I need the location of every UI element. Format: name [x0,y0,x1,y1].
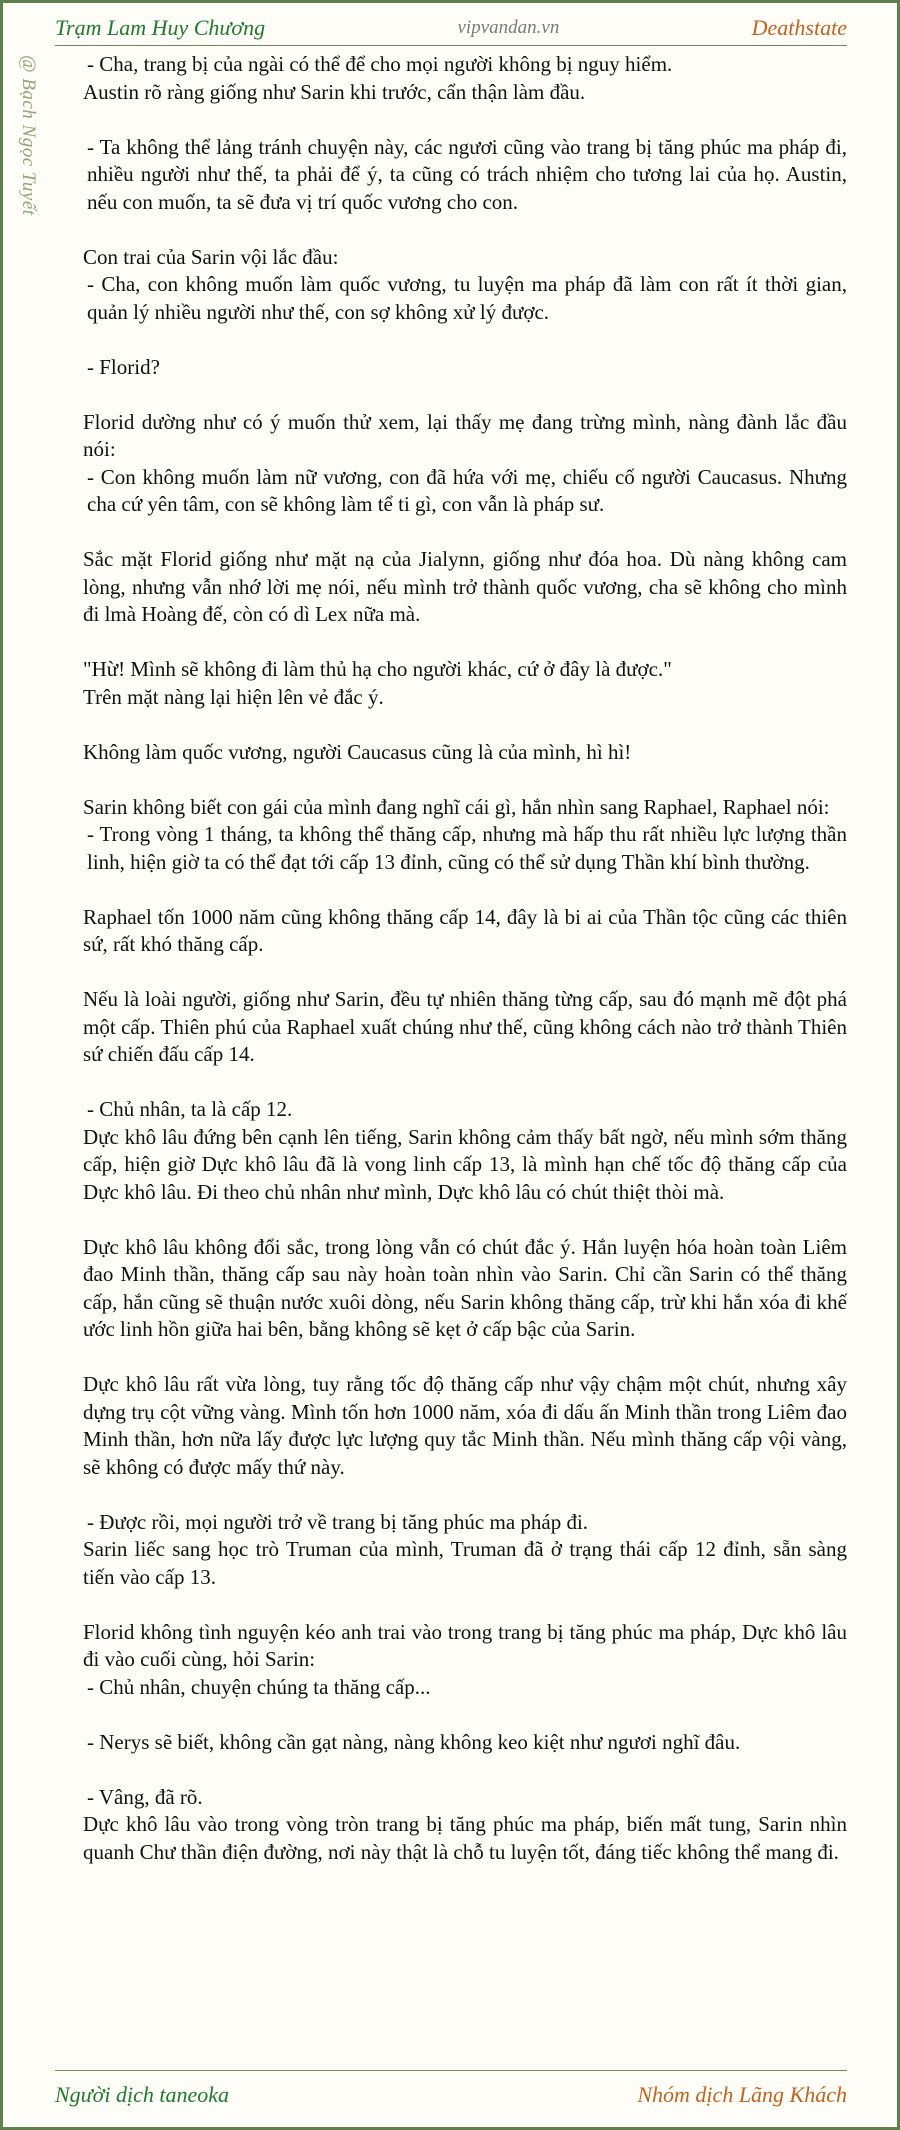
paragraph: Trên mặt nàng lại hiện lên vẻ đắc ý. [83,684,384,709]
paragraph: - Vâng, đã rõ. [87,1784,203,1809]
paragraph: - Ta không thể lảng tránh chuyện này, các ngươi cũng vào trang bị tăng phúc ma pháp đi, nhiều người như thế, ta phải để ý, ta cũng có trách nhiệm cho tương lai của họ. Austin, nếu con muốn, ta sẽ đưa vị trí quốc vương cho con. [87,134,847,214]
paragraph-spacer [83,1591,847,1619]
paragraph-spacer [83,1206,847,1234]
paragraph-spacer [83,216,847,244]
paragraph: - Florid? [87,354,160,379]
paragraph-spacer [83,106,847,134]
paragraph-spacer [83,1756,847,1784]
paragraph: Dực khô lâu đứng bên cạnh lên tiếng, Sarin không cảm thấy bất ngờ, nếu mình sớm thăng cấp, hiện giờ Dực khô lâu đã là vong linh cấp 13, là mình hạn chế tốc độ thăng cấp của Dực khô lâu. Đi theo chủ nhân như mình, Dực khô lâu có chút thiệt thòi mà. [83,1124,847,1204]
paragraph-spacer [83,1069,847,1097]
paragraph-spacer [83,959,847,987]
paragraph: Không làm quốc vương, người Caucasus cũng là của mình, hì hì! [83,739,632,764]
page-footer [55,2070,847,2115]
paragraph: Dực khô lâu rất vừa lòng, tuy rằng tốc độ thăng cấp như vậy chậm một chút, nhưng xây dựng trụ cột vững vàng. Mình tốn hơn 1000 năm, xóa đi dấu ấn Minh thần trong Liêm đao Minh thần, hơn nữa lấy được lực lượng quy tắc Minh thần. Nếu mình thăng cấp vội vàng, sẽ không có được mấy thứ này. [83,1372,847,1479]
side-watermark-text: @ Bạch Ngọc Tuyết [18,55,39,216]
paragraph-spacer [83,876,847,904]
paragraph: Nếu là loài người, giống như Sarin, đều tự nhiên thăng từng cấp, sau đó mạnh mẽ đột phá một cấp. Thiên phú của Raphael xuất chúng như thế, cũng không cách nào trở thành Thiên sứ chiến đấu cấp 14. [83,987,847,1066]
paragraph-spacer [83,711,847,739]
page-header [55,11,847,46]
paragraph-spacer [83,1481,847,1509]
footer-translator: Người dịch taneoka [55,2082,230,2107]
paragraph: - Con không muốn làm nữ vương, con đã hứa với mẹ, chiếu cố người Caucasus. Nhưng cha cứ yên tâm, con sẽ không làm tể ti gì, con vẫn là pháp sư. [87,464,847,516]
header-right-author: Deathstate [751,15,847,40]
footer-group: Nhóm dịch Lãng Khách [637,2082,847,2107]
paragraph: - Trong vòng 1 tháng, ta không thể thăng cấp, nhưng mà hấp thu rất nhiều lực lượng thần linh, hiện giờ ta có thể đạt tới cấp 13 đỉnh, cũng có thể sử dụng Thần khí bình thường. [87,822,847,874]
paragraph: Austin rõ ràng giống như Sarin khi trước, cẩn thận làm đầu. [83,79,586,104]
paragraph: Florid dường như có ý muốn thử xem, lại thấy mẹ đang trừng mình, nàng đành lắc đầu nói: [83,409,847,461]
document-body [83,51,847,1866]
paragraph: Dực khô lâu không đổi sắc, trong lòng vẫn có chút đắc ý. Hắn luyện hóa hoàn toàn Liêm đao Minh thần, thăng cấp sau này hoàn toàn nhìn vào Sarin. Chỉ cần Sarin có thể thăng cấp, hắn cũng sẽ thuận nước xuôi dòng, nếu Sarin không thăng cấp, trừ khi hắn xóa đi khế ước linh hồn giữa hai bên, bằng không sẽ kẹt ở cấp bậc của Sarin. [83,1234,847,1341]
paragraph-spacer [83,381,847,409]
paragraph: - Được rồi, mọi người trở về trang bị tăng phúc ma pháp đi. [87,1509,589,1534]
paragraph: Sarin không biết con gái của mình đang nghĩ cái gì, hắn nhìn sang Raphael, Raphael nói: [83,794,830,819]
paragraph: "Hừ! Mình sẽ không đi làm thủ hạ cho người khác, cứ ở đây là được." [83,657,672,681]
paragraph-spacer [83,1344,847,1372]
paragraph: - Cha, con không muốn làm quốc vương, tu luyện ma pháp đã làm con rất ít thời gian, quản lý nhiều người như thế, con sợ không xử lý được. [87,272,847,324]
paragraph: Sắc mặt Florid giống như mặt nạ của Jialynn, giống như đóa hoa. Dù nàng không cam lòng, nhưng vẫn nhớ lời mẹ nói, nếu mình trở thành quốc vương, cha sẽ không cho mình đi lmà Hoàng đế, còn có dì Lex nữa mà. [83,547,847,626]
paragraph: Sarin liếc sang học trò Truman của mình, Truman đã ở trạng thái cấp 12 đỉnh, sẵn sàng tiến vào cấp 13. [83,1537,847,1589]
paragraph-spacer [83,1701,847,1729]
paragraph: Dực khô lâu vào trong vòng tròn trang bị tăng phúc ma pháp, biến mất tung, Sarin nhìn quanh Chư thần điện đường, nơi này thật là chỗ tu luyện tốt, đáng tiếc không thể mang đi. [83,1812,847,1864]
paragraph: Con trai của Sarin vội lắc đầu: [83,244,339,269]
side-watermark [11,55,45,265]
paragraph: - Nerys sẽ biết, không cần gạt nàng, nàng không keo kiệt như ngươi nghĩ đâu. [87,1729,741,1754]
header-left-title: Trạm Lam Huy Chương [55,15,266,40]
paragraph: Raphael tốn 1000 năm cũng không thăng cấp 14, đây là bi ai của Thần tộc cũng các thiên sứ, rất khó thăng cấp. [83,904,847,956]
paragraph: - Chủ nhân, chuyện chúng ta thăng cấp... [87,1674,431,1699]
paragraph-spacer [83,519,847,547]
paragraph: - Cha, trang bị của ngài có thể để cho mọi người không bị nguy hiểm. [87,52,673,76]
paragraph-spacer [83,326,847,354]
paragraph: - Chủ nhân, ta là cấp 12. [87,1097,293,1121]
paragraph-spacer [83,629,847,657]
header-site: vipvandan.vn [457,17,560,38]
paragraph: Florid không tình nguyện kéo anh trai vào trong trang bị tăng phúc ma pháp, Dực khô lâu đi vào cuối cùng, hỏi Sarin: [83,1619,847,1671]
paragraph-spacer [83,766,847,794]
